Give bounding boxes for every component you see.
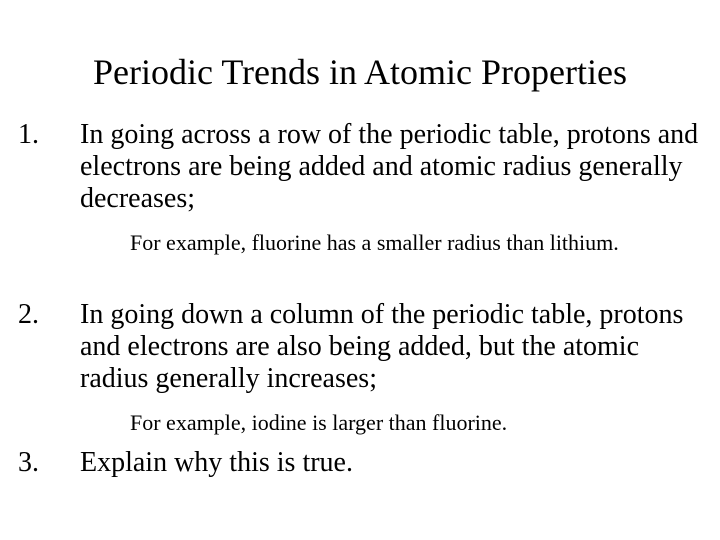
example-text: For example, fluorine has a smaller radius than lithium. [130, 230, 619, 255]
item-number: 2. [18, 299, 39, 330]
item-number: 1. [18, 119, 39, 150]
item-text: Explain why this is true. [80, 447, 353, 478]
item-text: In going across a row of the periodic table, protons and electrons are being added and atomic radius generally decreases; [80, 119, 699, 214]
item-text: In going down a column of the periodic table, protons and electrons are also being added, but the atomic radius generally increases; [80, 299, 684, 394]
slide-title: Periodic Trends in Atomic Properties [93, 52, 627, 92]
item-number: 3. [18, 447, 39, 478]
example-text: For example, iodine is larger than fluorine. [130, 410, 508, 435]
